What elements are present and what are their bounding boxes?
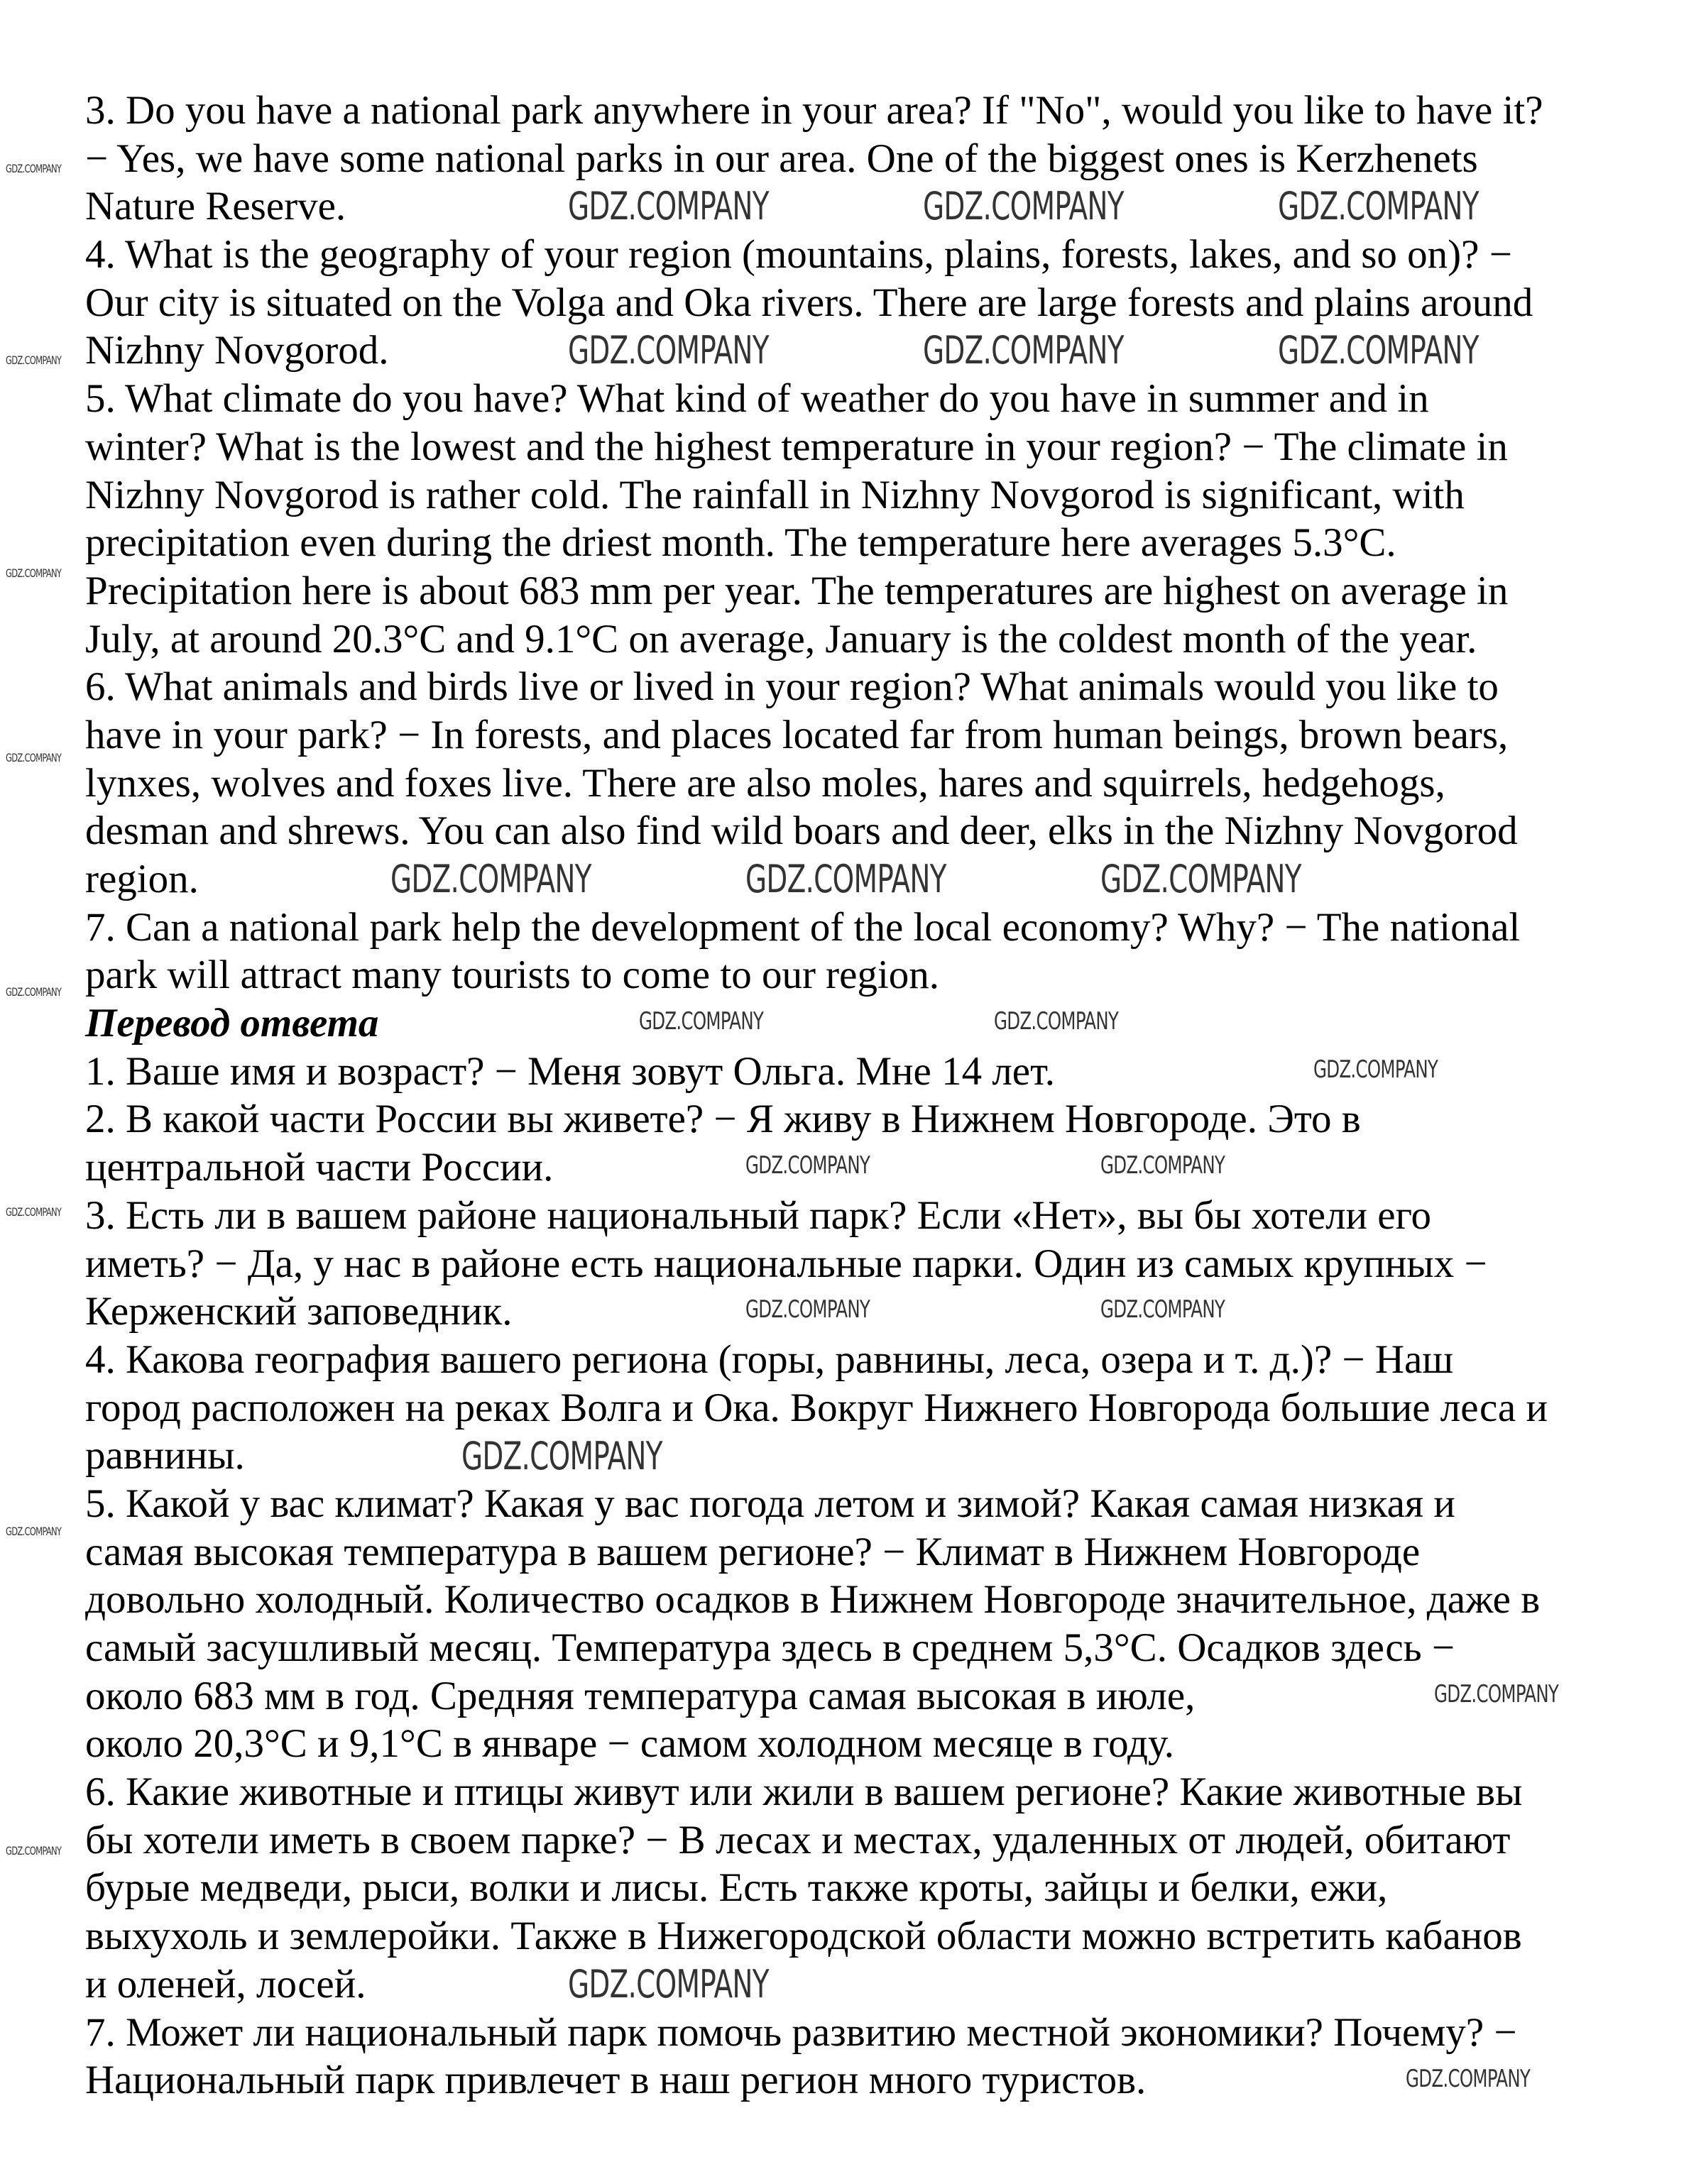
text-line: 5. What climate do you have? What kind of weather do you have in summer and in [85,376,1429,422]
text-line: Our city is situated on the Volga and Oka rivers. There are large forests and plains around [85,280,1533,325]
text-line: 7. Can a national park help the development of the local economy? Why? − The national [85,904,1521,950]
watermark: GDZ.COMPANY [6,162,62,175]
text-line: центральной части России. [85,1145,554,1190]
text-line: самый засушливый месяц. Температура здесь в среднем 5,3°C. Осадков здесь − [85,1625,1455,1670]
text-line: довольно холодный. Количество осадков в Нижнем Новгороде значительное, даже в [85,1577,1541,1623]
text-line: около 683 мм в год. Средняя температура самая высокая в июле, [85,1673,1196,1718]
text-line: lynxes, wolves and foxes live. There are also moles, hares and squirrels, hedgehogs, [85,760,1445,806]
text-line: 7. Может ли национальный парк помочь развитию местной экономики? Почему? − [85,2009,1517,2055]
text-line: бурые медведи, рыси, волки и лисы. Есть также кроты, зайцы и белки, ежи, [85,1865,1388,1911]
text-line: 5. Какой у вас климат? Какая у вас погода летом и зимой? Какая самая низкая и [85,1481,1455,1526]
watermark: GDZ.COMPANY [1100,1295,1225,1324]
watermark: GDZ.COMPANY [1278,328,1479,373]
watermark: GDZ.COMPANY [6,1525,62,1538]
watermark: GDZ.COMPANY [6,1844,62,1858]
watermark: GDZ.COMPANY [1278,184,1479,229]
text-line: бы хотели иметь в своем парке? − В лесах и местах, удаленных от людей, обитают [85,1817,1511,1862]
text-line: Национальный парк привлечет в наш регион много туристов. [85,2058,1147,2103]
watermark: GDZ.COMPANY [6,566,62,580]
text-line: Керженский заповедник. [85,1289,513,1334]
watermark: GDZ.COMPANY [461,1434,662,1478]
watermark: GDZ.COMPANY [568,184,769,229]
watermark: GDZ.COMPANY [1313,1055,1438,1084]
document-page [85,87,1548,2105]
text-line: 2. В какой части России вы живете? − Я живу в Нижнем Новгороде. Это в [85,1097,1361,1142]
watermark: GDZ.COMPANY [568,328,769,373]
text-line: 4. Какова география вашего региона (горы, равнины, леса, озера и т. д.)? − Наш [85,1337,1454,1382]
text-line: 6. Какие животные и птицы живут или жили в вашем регионе? Какие животные вы [85,1769,1523,1815]
watermark: GDZ.COMPANY [1100,857,1301,901]
watermark: GDZ.COMPANY [6,751,62,764]
watermark: GDZ.COMPANY [923,184,1124,229]
watermark: GDZ.COMPANY [568,1962,769,2007]
text-line: Nizhny Novgorod is rather cold. The rainfall in Nizhny Novgorod is significant, with [85,472,1465,517]
text-line: самая высокая температура в вашем регионе? − Климат в Нижнем Новгороде [85,1529,1421,1574]
translation-heading: Перевод ответа [85,1001,379,1046]
text-line: 6. What animals and birds live or lived in your region? What animals would you like to [85,664,1499,710]
watermark: GDZ.COMPANY [390,857,591,901]
text-line: 3. Есть ли в вашем районе национальный парк? Если «Нет», вы бы хотели его [85,1192,1432,1238]
text-line: have in your park? − In forests, and places located far from human beings, brown bears, [85,712,1509,757]
text-line: 3. Do you have a national park anywhere in your area? If "No", would you like to have it? [85,88,1543,133]
text-line: иметь? − Да, у нас в районе есть национальные парки. Один из самых крупных − [85,1241,1487,1286]
text-line: winter? What is the lowest and the highest temperature in your region? − The climate in [85,424,1508,469]
watermark: GDZ.COMPANY [1434,1680,1559,1708]
watermark: GDZ.COMPANY [745,1151,870,1180]
text-line: park will attract many tourists to come to our region. [85,953,940,998]
text-line: 1. Ваше имя и возраст? − Меня зовут Ольга. Мне 14 лет. [85,1048,1055,1094]
text-line: и оленей, лосей. [85,1961,366,2007]
text-line: − Yes, we have some national parks in our area. One of the biggest ones is Kerzhenets [85,136,1478,181]
text-line: region. [85,857,199,901]
watermark: GDZ.COMPANY [6,353,62,367]
text-line: Nature Reserve. [85,184,346,229]
text-line: около 20,3°C и 9,1°C в январе − самом холодном месяце в году. [85,1721,1175,1767]
text-line: Precipitation here is about 683 mm per year. The temperatures are highest on average in [85,568,1509,613]
watermark: GDZ.COMPANY [1100,1151,1225,1180]
russian-translation [85,1048,1548,2105]
watermark: GDZ.COMPANY [745,1295,870,1324]
text-line: выхухоль и землеройки. Также в Нижегородской области можно встретить кабанов [85,1914,1522,1959]
text-line: равнины. [85,1433,245,1478]
watermark: GDZ.COMPANY [1406,2065,1531,2093]
watermark: GDZ.COMPANY [6,1205,62,1219]
text-line: precipitation even during the driest month. The temperature here averages 5.3°C. [85,520,1396,566]
watermark: GDZ.COMPANY [745,857,946,901]
text-line: desman and shrews. You can also find wild boars and deer, elks in the Nizhny Novgorod [85,808,1518,854]
text-line: город расположен на реках Волга и Ока. Вокруг Нижнего Новгорода большие леса и [85,1385,1548,1430]
text-line: Nizhny Novgorod. [85,328,389,373]
watermark: GDZ.COMPANY [639,1007,764,1036]
watermark: GDZ.COMPANY [6,985,62,999]
watermark: GDZ.COMPANY [923,328,1124,373]
watermark: GDZ.COMPANY [994,1007,1119,1036]
text-line: 4. What is the geography of your region (mountains, plains, forests, lakes, and so on)? − [85,232,1512,278]
text-line: July, at around 20.3°C and 9.1°C on average, January is the coldest month of the year. [85,616,1477,662]
